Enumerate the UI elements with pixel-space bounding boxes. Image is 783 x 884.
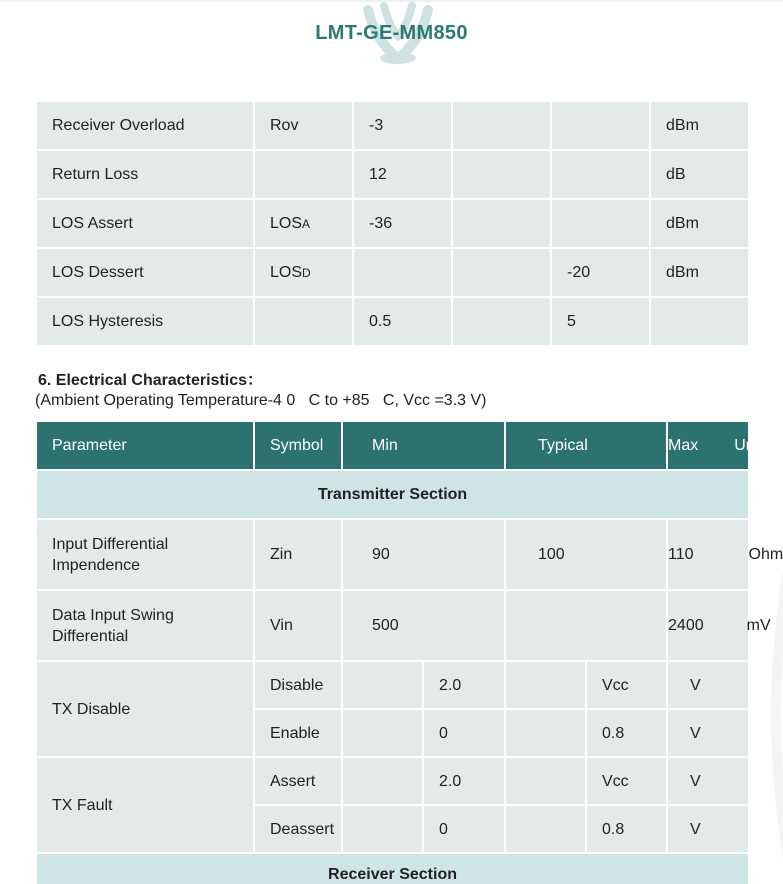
- symbol-cell: [254, 248, 353, 297]
- table-row: [36, 661, 749, 709]
- symbol-text: Rov: [270, 116, 299, 134]
- unit-cell: [650, 297, 749, 346]
- max-cell: 0.8: [586, 709, 667, 757]
- empty-cell: [505, 709, 586, 757]
- min-cell: 0: [423, 805, 505, 853]
- min-cell: 2.0: [423, 661, 505, 709]
- state-cell: Disable: [254, 661, 342, 709]
- min-cell: -36: [353, 199, 452, 248]
- table-row: [36, 101, 749, 150]
- table-row: [36, 297, 749, 346]
- table-header-row: [36, 421, 749, 470]
- symbol-subscript: D: [302, 265, 311, 280]
- min-cell: 0.5: [353, 297, 452, 346]
- header-min: Min: [342, 421, 505, 470]
- max-cell: [551, 199, 650, 248]
- unit-cell: V: [667, 709, 749, 757]
- symbol-cell: [254, 199, 353, 248]
- min-cell: 90: [342, 519, 505, 590]
- state-cell: Assert: [254, 757, 342, 805]
- header-units: Units: [734, 437, 771, 454]
- document-title: LMT-GE-MM850: [315, 22, 468, 44]
- table-row: [36, 150, 749, 199]
- header-symbol: Symbol: [254, 421, 342, 470]
- param-cell: LOS Hysteresis: [36, 297, 254, 346]
- max-cell: 5: [551, 297, 650, 346]
- max-value: 110: [668, 546, 694, 563]
- typical-cell: [505, 590, 667, 661]
- electrical-characteristics-table: [35, 420, 783, 884]
- header-typical: Typical: [505, 421, 667, 470]
- max-cell: [551, 150, 650, 199]
- param-cell: Data Input Swing Differential: [36, 590, 254, 661]
- min-cell: 0: [423, 709, 505, 757]
- min-cell: -3: [353, 101, 452, 150]
- header-max-units: [667, 421, 771, 470]
- max-cell: [551, 101, 650, 150]
- param-cell: TX Disable: [36, 661, 254, 757]
- unit-cell: dBm: [650, 101, 749, 150]
- param-cell: LOS Dessert: [36, 248, 254, 297]
- max-cell: -20: [551, 248, 650, 297]
- unit-cell: dBm: [650, 199, 749, 248]
- symbol-cell: [254, 101, 353, 150]
- unit-cell: dB: [650, 150, 749, 199]
- param-cell: LOS Assert: [36, 199, 254, 248]
- table-row: [36, 590, 749, 661]
- max-cell: Vcc: [586, 661, 667, 709]
- state-cell: Deassert: [254, 805, 342, 853]
- table-row: [36, 757, 749, 805]
- symbol-cell: [254, 150, 353, 199]
- param-cell: TX Fault: [36, 757, 254, 853]
- transmitter-section-label: Transmitter Section: [36, 470, 749, 519]
- table-row: [36, 519, 749, 590]
- typical-cell: [452, 297, 551, 346]
- empty-cell: [342, 757, 423, 805]
- typical-cell: 100: [505, 519, 667, 590]
- empty-cell: [342, 709, 423, 757]
- max-cell: 0.8: [586, 805, 667, 853]
- operating-conditions-note: (Ambient Operating Temperature-4 0 C to +85 C, Vcc =3.3 V): [35, 392, 487, 409]
- decorative-arc-icon: [763, 565, 783, 865]
- header-parameter: Parameter: [36, 421, 254, 470]
- max-cell: Vcc: [586, 757, 667, 805]
- typical-cell: [452, 150, 551, 199]
- empty-cell: [505, 661, 586, 709]
- min-cell: 12: [353, 150, 452, 199]
- section-row: [36, 853, 749, 884]
- symbol-text: LOS: [270, 214, 303, 232]
- empty-cell: [342, 661, 423, 709]
- empty-cell: [505, 757, 586, 805]
- unit-cell: V: [667, 805, 749, 853]
- param-cell: Return Loss: [36, 150, 254, 199]
- empty-cell: [505, 805, 586, 853]
- receiver-section-label: Receiver Section: [36, 853, 749, 884]
- min-cell: 500: [342, 590, 505, 661]
- symbol-subscript: A: [302, 216, 311, 231]
- electrical-characteristics-heading: 6. Electrical Characteristics：: [38, 372, 264, 389]
- unit-cell: dBm: [650, 248, 749, 297]
- typical-cell: [452, 101, 551, 150]
- state-cell: Enable: [254, 709, 342, 757]
- max-value: 2400: [668, 617, 704, 634]
- typical-cell: [452, 199, 551, 248]
- symbol-cell: [254, 297, 353, 346]
- typical-cell: [452, 248, 551, 297]
- param-cell: Receiver Overload: [36, 101, 254, 150]
- symbol-text: LOS: [270, 263, 303, 281]
- symbol-cell: Vin: [254, 590, 342, 661]
- unit-cell: V: [667, 661, 749, 709]
- table-row: [36, 199, 749, 248]
- unit-value: mV: [746, 617, 771, 634]
- optical-characteristics-table: [35, 100, 750, 347]
- max-unit-cell: [667, 590, 771, 661]
- max-unit-cell: [667, 519, 783, 590]
- unit-value: Ohm: [748, 546, 783, 563]
- param-cell: Input Differential Impendence: [36, 519, 254, 590]
- min-cell: 2.0: [423, 757, 505, 805]
- table-row: [36, 248, 749, 297]
- min-cell: [353, 248, 452, 297]
- empty-cell: [342, 805, 423, 853]
- unit-cell: V: [667, 757, 749, 805]
- section-row: [36, 470, 749, 519]
- symbol-cell: Zin: [254, 519, 342, 590]
- header-max: Max: [668, 437, 699, 454]
